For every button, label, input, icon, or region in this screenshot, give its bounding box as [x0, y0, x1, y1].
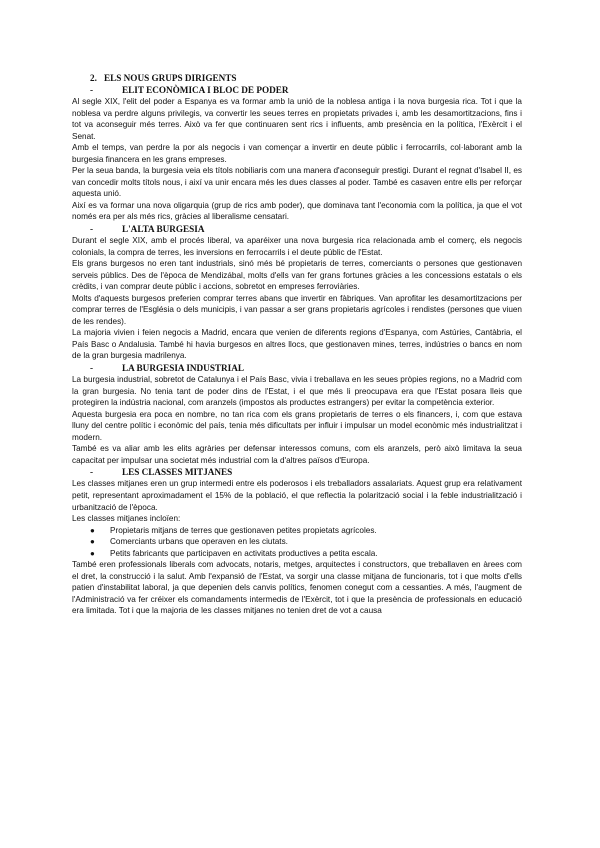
body-paragraph: Durant el segle XIX, amb el procés liberal, va aparéixer una nova burgesia rica relacionada amb el comerç, els negocis colonials, la compra de terres, les inversions en ferrocarrils i el deute públic de l'Estat. — [72, 236, 522, 257]
dash-icon: - — [90, 224, 94, 235]
section-heading — [90, 466, 522, 478]
body-paragraph: La burgesia industrial, sobretot de Catalunya i el País Basc, vivia i treballava en les seues pròpies regions, no a Madrid com la gran burgesia. No tenia tant de poder dins de l'Estat, i el que més li preocupava era que l'Estat posara lleis que protegiren la indústria nacional, com aranzels (impostos als productes estrangers) per evitar la competència exterior. — [72, 375, 522, 408]
bullet-icon: ● — [90, 537, 95, 547]
list-item-text: Propietaris mitjans de terres que gestionaven petites propietats agrícoles. — [110, 525, 377, 535]
body-paragraph: Les classes mitjanes eren un grup intermedi entre els poderosos i els treballadors assalariats. Aquest grup era relativament petit, representant aproximadament el 15% de la població, el que reflectia la polarització social i la feble industrialització i urbanització de l'època. — [72, 479, 522, 512]
chapter-title: ELS NOUS GRUPS DIRIGENTS — [104, 73, 237, 83]
section-title: ELIT ECONÒMICA I BLOC DE PODER — [122, 85, 289, 95]
list-item — [72, 525, 522, 537]
chapter-heading — [90, 72, 522, 84]
dash-icon: - — [90, 467, 94, 478]
body-paragraph: Per la seua banda, la burgesia veia els títols nobiliaris com una manera d'aconseguir prestigi. Durant el regnat d'Isabel II, es van concedir molts títols nous, i així va unir encara més les dues classes al poder. També es casaven entre ells per reforçar aquesta unió. — [72, 166, 522, 199]
body-paragraph: Amb el temps, van perdre la por als negocis i van començar a invertir en deute públic i ferrocarrils, col·laborant amb la burgesia financera en les grans empreses. — [72, 143, 522, 164]
dash-icon: - — [90, 363, 94, 374]
body-paragraph: Aquesta burgesia era poca en nombre, no tan rica com els grans propietaris de terres o els financers, i, com que estava lluny del centre polític i econòmic del país, tenia més dificultats per influir i impulsar un model econòmic més industrialitzat i modern. — [72, 409, 522, 442]
list-item-text: Petits fabricants que participaven en activitats productives a petita escala. — [110, 548, 378, 558]
sections-container — [72, 84, 522, 617]
section-heading — [90, 223, 522, 235]
chapter-number: 2. — [90, 73, 97, 83]
bullet-icon: ● — [90, 548, 95, 558]
section-title: LA BURGESIA INDUSTRIAL — [122, 363, 245, 374]
body-paragraph: Així es va formar una nova oligarquia (grup de rics amb poder), que dominava tant l'economia com la política, ja que el vot només era per als més rics, gràcies al liberalisme censatari. — [72, 200, 522, 222]
bullet-icon: ● — [90, 525, 95, 535]
section-title: LES CLASSES MITJANES — [122, 467, 233, 478]
body-paragraph: Els grans burgesos no eren tant industrials, sinó més bé propietaris de terres, comerciants o persones que gestionaven serveis públics. Des de l'època de Mendizábal, molts d'ells van fer grans fortunes gràcies a les concessions estatals o els crèdits, i van comprar deute públic i accions, sobretot en empreses ferroviàries. — [72, 259, 522, 292]
body-paragraph: Al segle XIX, l'elit del poder a Espanya es va formar amb la unió de la noblesa antiga i la nova burgesia rica. Tot i que la noblesa va perdre alguns privilegis, va convertir les seues terres en propietats privades i, amb les desamortitzacions, fins i tot va aconseguir més terres. Això va fer que continuaren sent rics i influents, amb presència en la política, l'Exèrcit i el Senat. — [72, 97, 522, 141]
body-paragraph: Les classes mitjanes incloïen: — [72, 514, 181, 524]
body-paragraph: També eren professionals liberals com advocats, notaris, metges, arquitectes i constructors, que treballaven en àrees com el dret, la construcció i la salut. Amb l'expansió de l'Estat, va sorgir una classe mitjana de funcionaris, tot i que molts d'ells patien d'instabilitat laboral, ja que depenien dels canvis polítics, fenomen conegut com a cessanties. A més, l'augment de l'Administració va fer créixer els comandaments intermedis de l'Exèrcit, tot i que la presència de professionals en educació era limitada. Tot i que la majoria de les classes mitjanes no tenien dret de vot a causa — [72, 560, 522, 616]
body-paragraph: També es va aliar amb les elits agràries per defensar interessos comuns, com els aranzels, però això limitava la seua capacitat per impulsar una societat més industrial com la d'altres països d'Europa. — [72, 444, 522, 465]
dash-icon: - — [90, 85, 94, 95]
bullet-list — [72, 525, 522, 560]
body-paragraph: La majoria vivien i feien negocis a Madrid, encara que venien de diferents regions d'Espanya, com Astúries, Cantàbria, el País Basc o Andalusia. També hi havia burgesos en altres llocs, que gestionaven mines, terres, indústries o bancs en nom de la gran burgesia madrilenya. — [72, 328, 522, 361]
list-item-text: Comerciants urbans que operaven en les ciutats. — [110, 537, 288, 547]
section-heading — [90, 362, 522, 374]
body-paragraph: Molts d'aquests burgesos preferien comprar terres abans que invertir en fàbriques. Van aprofitar les desamortitzacions per comprar terres de l'Església o dels municipis, i van passar a ser grans propietaris agrícoles i rendistes (persones que viuen de les rendes). — [72, 293, 522, 326]
section-heading — [90, 84, 522, 96]
list-item — [72, 536, 522, 548]
list-item — [72, 548, 522, 560]
section-title: L'ALTA BURGESIA — [122, 224, 205, 235]
